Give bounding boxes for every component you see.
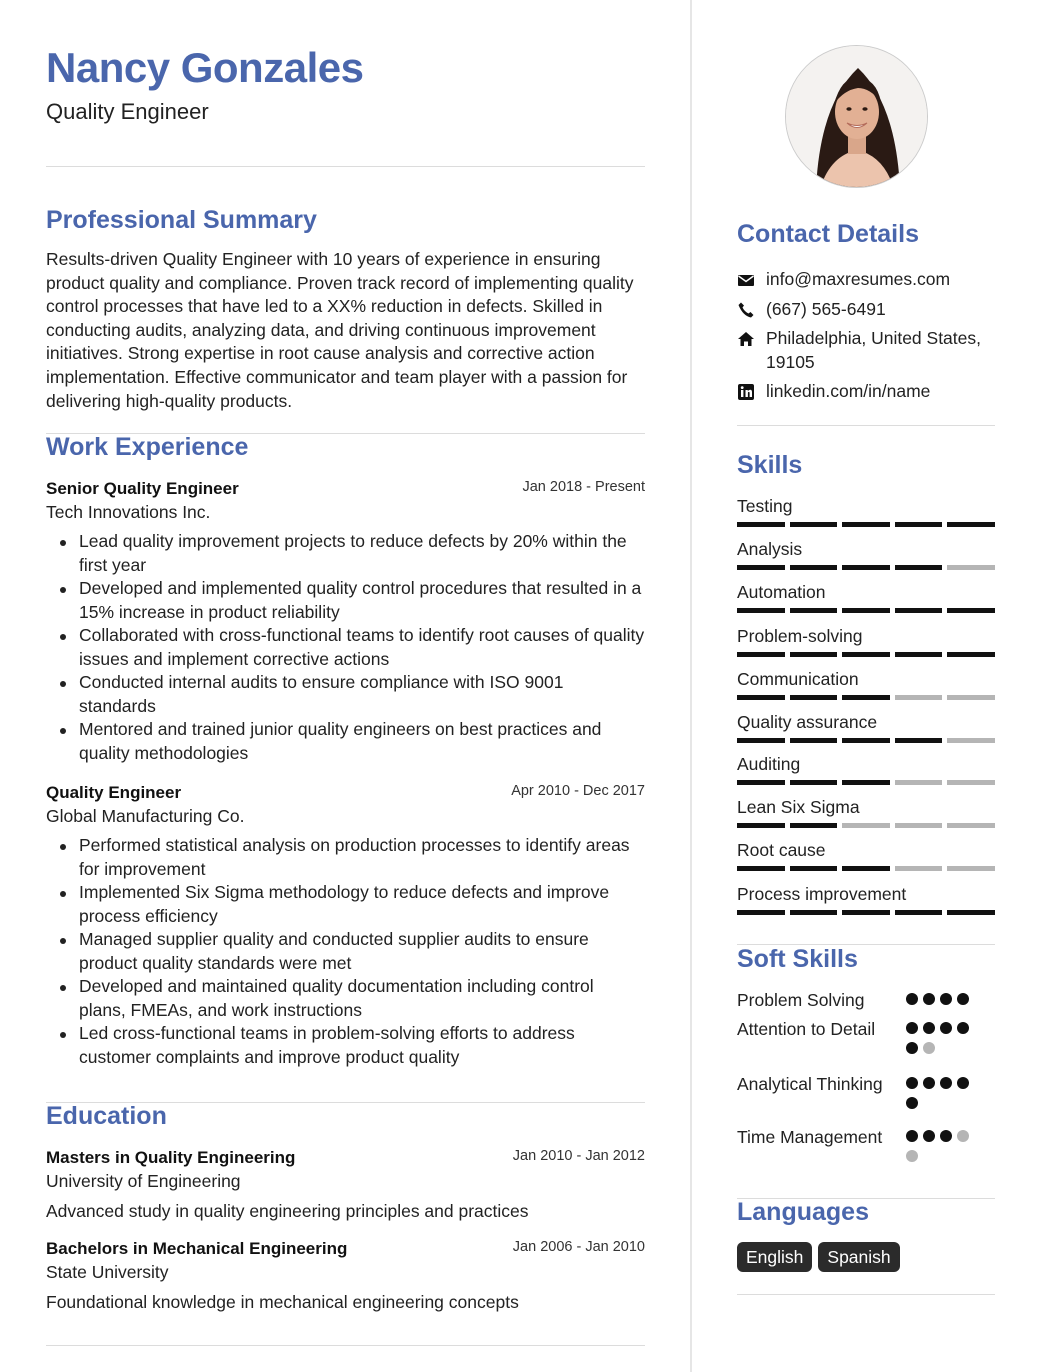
rating-dot	[906, 1077, 918, 1089]
soft-skill-rating	[906, 1130, 981, 1170]
skill-row	[737, 883, 995, 915]
job-bullet: Managed supplier quality and conducted supplier audits to ensure product quality standards were met	[46, 928, 645, 975]
column-divider	[690, 0, 692, 1372]
job-bullet: Performed statistical analysis on production processes to identify areas for improvement	[46, 834, 645, 881]
rating-dot	[906, 993, 918, 1005]
job-title: Quality Engineer	[46, 783, 182, 802]
skill-name: Lean Six Sigma	[737, 797, 860, 817]
skill-level-segment	[947, 565, 995, 570]
job-bullet: Mentored and trained junior quality engineers on best practices and quality methodologies	[46, 718, 645, 765]
skill-name: Testing	[737, 496, 793, 516]
job-bullet: Collaborated with cross-functional teams to identify root causes of quality issues and implement corrective actions	[46, 624, 645, 671]
job-title: Senior Quality Engineer	[46, 479, 239, 498]
skill-row	[737, 538, 995, 570]
contact-address-text: Philadelphia, United States, 19105	[766, 328, 981, 372]
skill-level-segment	[737, 522, 785, 527]
rating-dot	[906, 1097, 918, 1109]
skill-name: Quality assurance	[737, 712, 878, 732]
education-date: Jan 2006 - Jan 2010	[512, 1239, 645, 1255]
skill-level-bar	[737, 695, 995, 700]
job-date: Jan 2018 - Present	[522, 479, 645, 495]
contact-list	[737, 268, 995, 410]
rating-dot	[906, 1130, 918, 1142]
skill-name: Root cause	[737, 840, 826, 860]
skill-level-segment	[790, 695, 838, 700]
skill-level-segment	[947, 695, 995, 700]
candidate-name: Nancy Gonzales	[46, 44, 364, 91]
skill-level-segment	[947, 522, 995, 527]
skill-level-segment	[947, 652, 995, 657]
job-date: Apr 2010 - Dec 2017	[511, 783, 645, 799]
skill-level-segment	[895, 565, 943, 570]
experience-title: Work Experience	[46, 433, 249, 461]
soft-skill-rating	[906, 1077, 981, 1117]
skill-level-segment	[895, 910, 943, 915]
contact-title: Contact Details	[737, 220, 919, 248]
job-bullets	[46, 530, 645, 765]
job-company: Tech Innovations Inc.	[46, 502, 211, 522]
job-bullets	[46, 834, 645, 1069]
skill-level-segment	[737, 738, 785, 743]
skill-name: Problem-solving	[737, 626, 863, 646]
soft-skill-name: Analytical Thinking	[737, 1074, 883, 1094]
rating-dot	[940, 1022, 952, 1034]
contact-address	[737, 327, 995, 374]
linkedin-icon	[737, 383, 755, 401]
languages-divider	[737, 1294, 995, 1295]
skill-level-segment	[842, 608, 890, 613]
skill-level-segment	[737, 780, 785, 785]
contact-linkedin[interactable]	[737, 380, 995, 404]
skill-name: Auditing	[737, 754, 801, 774]
job-bullet: Lead quality improvement projects to reduce defects by 20% within the first year	[46, 530, 645, 577]
soft-skill-name: Attention to Detail	[737, 1019, 876, 1039]
skill-level-segment	[737, 910, 785, 915]
rating-dot	[940, 1130, 952, 1142]
profile-photo	[785, 45, 928, 188]
skill-level-segment	[737, 608, 785, 613]
rating-dot	[906, 1042, 918, 1054]
skill-row	[737, 495, 995, 527]
skill-level-segment	[737, 866, 785, 871]
rating-dot	[957, 1077, 969, 1089]
skill-level-segment	[947, 823, 995, 828]
school-name: State University	[46, 1262, 169, 1282]
skill-level-segment	[947, 608, 995, 613]
envelope-icon	[737, 271, 755, 289]
education-description: Advanced study in quality engineering principles and practices	[46, 1201, 529, 1221]
job-bullet: Implemented Six Sigma methodology to reduce defects and improve process efficiency	[46, 881, 645, 928]
skill-level-segment	[947, 866, 995, 871]
skill-level-bar	[737, 823, 995, 828]
skill-name: Automation	[737, 582, 826, 602]
candidate-role: Quality Engineer	[46, 99, 209, 124]
skill-level-segment	[790, 780, 838, 785]
contact-divider	[737, 425, 995, 426]
rating-dot	[923, 1130, 935, 1142]
contact-phone[interactable]	[737, 298, 995, 322]
skill-level-segment	[895, 522, 943, 527]
education-title: Education	[46, 1102, 167, 1130]
rating-dot	[940, 993, 952, 1005]
skill-level-bar	[737, 565, 995, 570]
rating-dot	[957, 1022, 969, 1034]
skill-level-segment	[737, 565, 785, 570]
profile-photo-illustration	[786, 46, 928, 188]
skill-level-segment	[790, 823, 838, 828]
job-entry	[46, 477, 645, 765]
skill-level-segment	[790, 522, 838, 527]
skill-level-segment	[947, 780, 995, 785]
job-company: Global Manufacturing Co.	[46, 806, 245, 826]
skill-level-bar	[737, 608, 995, 613]
language-chip: English	[737, 1242, 812, 1272]
skill-level-segment	[737, 823, 785, 828]
skill-name: Process improvement	[737, 884, 907, 904]
skill-level-segment	[895, 652, 943, 657]
rating-dot	[957, 1130, 969, 1142]
rating-dot	[923, 1042, 935, 1054]
skill-name: Communication	[737, 669, 859, 689]
skill-row	[737, 711, 995, 743]
education-date: Jan 2010 - Jan 2012	[512, 1148, 645, 1164]
skill-row	[737, 581, 995, 613]
language-chip: Spanish	[818, 1242, 899, 1272]
rating-dot	[923, 1022, 935, 1034]
skill-row	[737, 839, 995, 871]
contact-email[interactable]	[737, 268, 995, 292]
education-entry	[46, 1146, 645, 1223]
rating-dot	[923, 1077, 935, 1089]
soft-skill-row	[737, 988, 995, 1012]
soft-skill-name: Problem Solving	[737, 990, 865, 1010]
contact-email-text: info@maxresumes.com	[766, 269, 951, 289]
skill-level-segment	[895, 738, 943, 743]
skill-level-segment	[790, 866, 838, 871]
soft-skill-name: Time Management	[737, 1127, 883, 1147]
header-divider	[46, 166, 645, 167]
skill-level-segment	[842, 823, 890, 828]
skill-level-segment	[790, 652, 838, 657]
soft-skill-rating	[906, 1022, 981, 1062]
job-entry	[46, 781, 645, 1069]
rating-dot	[906, 1022, 918, 1034]
soft-skill-rating	[906, 993, 981, 1013]
summary-text: Results-driven Quality Engineer with 10 years of experience in ensuring product quality and compliance. Proven track record of implementing quality control processes that have led to a XX% reduction in defects. Skilled in conducting audits, analyzing data, and driving continuous improvement initiatives. Strong expertise in root cause analysis and corrective action implementation. Effective communicator and team player with a passion for delivering high-quality products.	[46, 249, 634, 411]
soft-skill-row	[737, 1072, 995, 1096]
skill-level-segment	[842, 695, 890, 700]
skill-level-segment	[895, 823, 943, 828]
skill-level-bar	[737, 866, 995, 871]
school-name: University of Engineering	[46, 1171, 241, 1191]
contact-phone-text: (667) 565-6491	[766, 298, 886, 319]
skill-level-segment	[790, 738, 838, 743]
skill-level-segment	[895, 866, 943, 871]
skill-level-bar	[737, 780, 995, 785]
skill-level-segment	[842, 738, 890, 743]
skill-level-segment	[842, 780, 890, 785]
skill-level-segment	[842, 522, 890, 527]
skill-level-segment	[842, 910, 890, 915]
soft-skill-row	[737, 1017, 995, 1041]
education-entry	[46, 1237, 645, 1314]
skill-level-segment	[790, 565, 838, 570]
skill-level-segment	[895, 780, 943, 785]
skill-level-bar	[737, 910, 995, 915]
skill-level-segment	[895, 608, 943, 613]
languages-title: Languages	[737, 1198, 869, 1226]
skill-level-segment	[790, 910, 838, 915]
rating-dot	[906, 1150, 918, 1162]
degree-title: Masters in Quality Engineering	[46, 1148, 296, 1167]
skill-level-bar	[737, 522, 995, 527]
contact-linkedin-text: linkedin.com/in/name	[766, 381, 931, 401]
skills-title: Skills	[737, 451, 803, 479]
job-bullet: Conducted internal audits to ensure compliance with ISO 9001 standards	[46, 671, 645, 718]
job-bullet: Led cross-functional teams in problem-solving efforts to address customer complaints and improve product quality	[46, 1022, 645, 1069]
rating-dot	[940, 1077, 952, 1089]
home-icon	[737, 330, 755, 348]
skill-row	[737, 796, 995, 828]
skill-row	[737, 625, 995, 657]
rating-dot	[923, 993, 935, 1005]
degree-title: Bachelors in Mechanical Engineering	[46, 1239, 348, 1258]
summary-title: Professional Summary	[46, 206, 317, 234]
job-bullet: Developed and maintained quality documentation including control plans, FMEAs, and work instructions	[46, 975, 645, 1022]
skill-level-segment	[842, 866, 890, 871]
skill-level-segment	[790, 608, 838, 613]
education-divider	[46, 1345, 645, 1346]
skill-level-segment	[842, 652, 890, 657]
job-bullet: Developed and implemented quality control procedures that resulted in a 15% increase in product reliability	[46, 577, 645, 624]
skill-level-segment	[947, 910, 995, 915]
skill-level-segment	[895, 695, 943, 700]
skill-level-segment	[947, 738, 995, 743]
soft-skills-title: Soft Skills	[737, 945, 858, 973]
education-description: Foundational knowledge in mechanical engineering concepts	[46, 1292, 519, 1312]
skill-row	[737, 668, 995, 700]
phone-icon	[737, 301, 755, 319]
skill-level-segment	[737, 652, 785, 657]
skill-level-segment	[842, 565, 890, 570]
skill-level-bar	[737, 738, 995, 743]
skill-level-segment	[737, 695, 785, 700]
skill-name: Analysis	[737, 539, 803, 559]
languages-list	[737, 1242, 900, 1272]
skill-level-bar	[737, 652, 995, 657]
soft-skill-row	[737, 1125, 995, 1149]
skill-row	[737, 753, 995, 785]
rating-dot	[957, 993, 969, 1005]
